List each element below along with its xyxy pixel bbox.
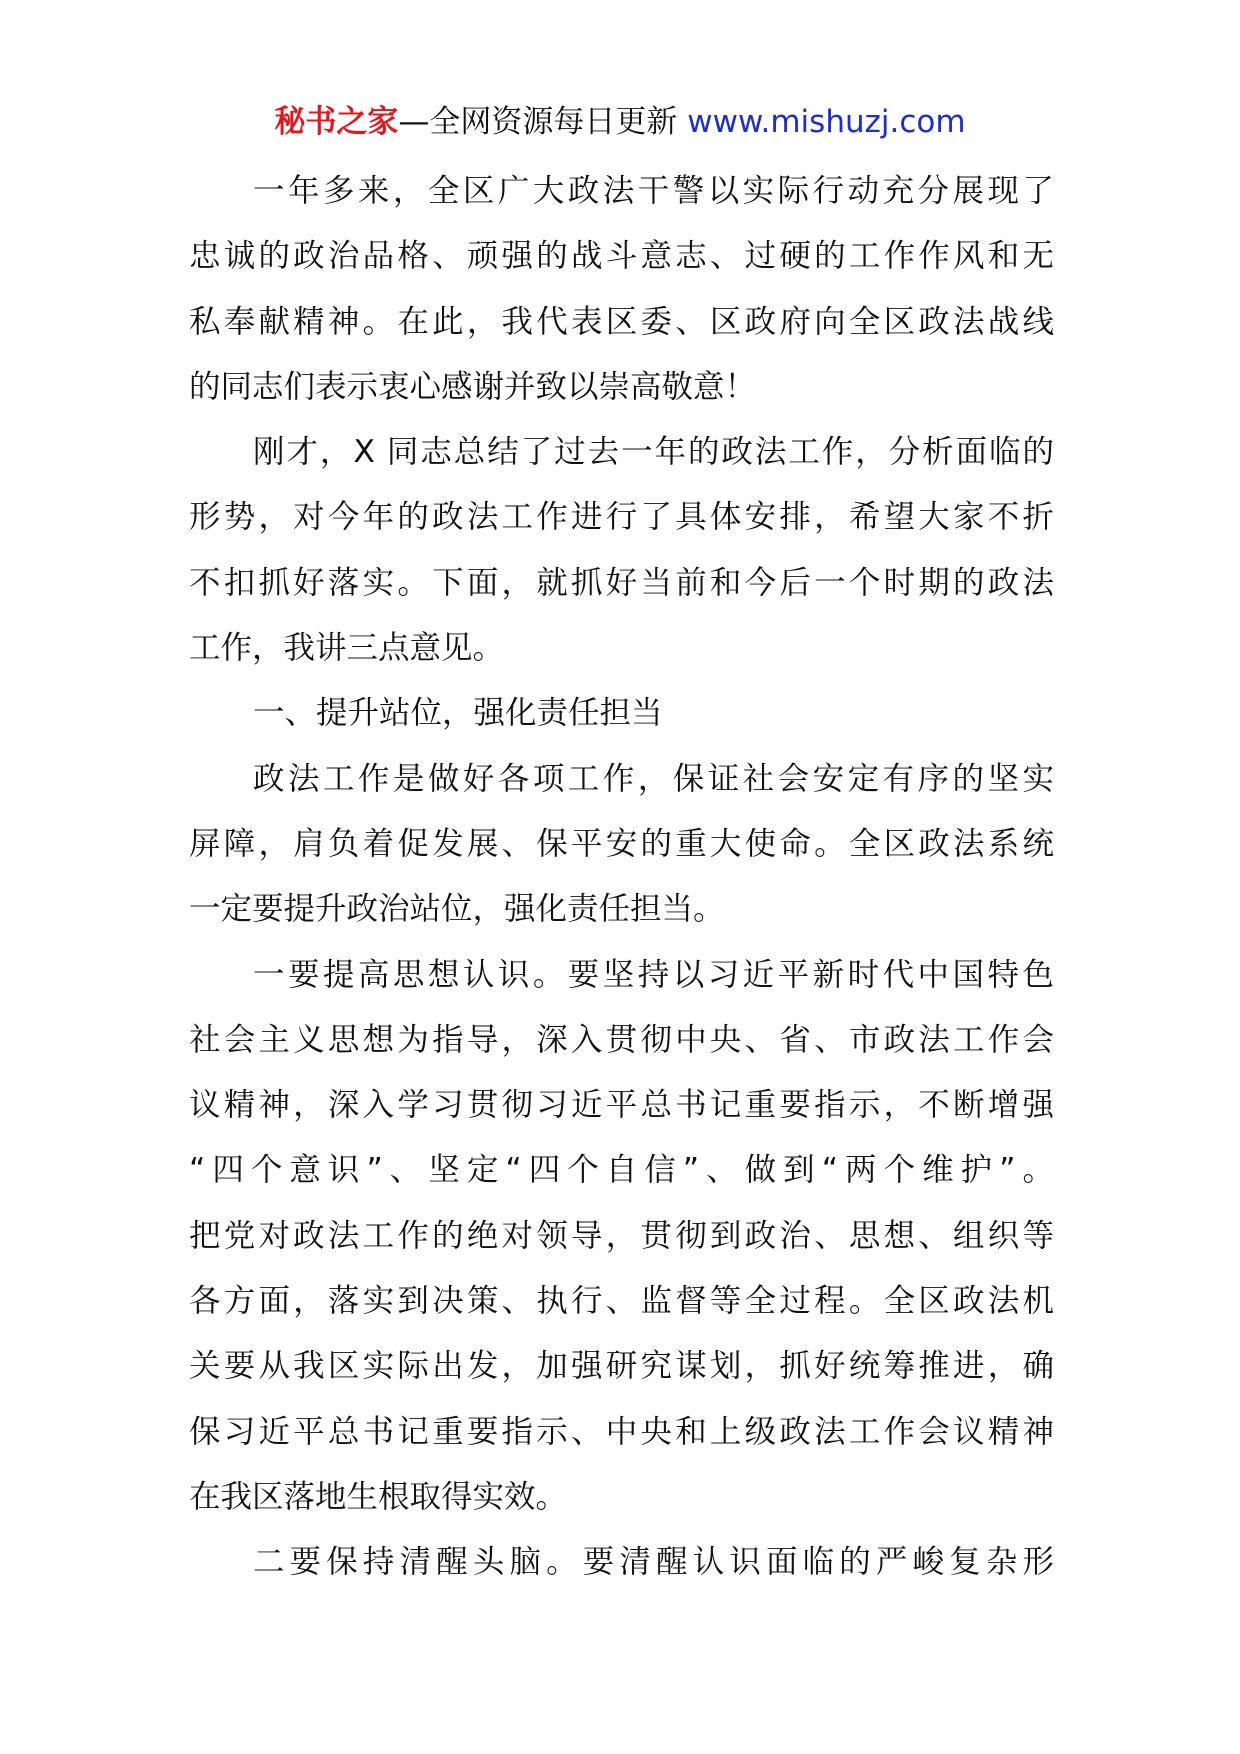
text-line: 形势，对今年的政法工作进行了具体安排，希望大家不折: [189, 499, 1054, 536]
text-line: 议精神，深入学习贯彻习近平总书记重要指示，不断增强: [189, 1087, 1054, 1124]
header-url-link[interactable]: www.mishuzj.com: [687, 104, 966, 140]
text-line: 一年多来，全区广大政法干警以实际行动充分展现了: [253, 173, 1054, 209]
text-line: 一、提升站位，强化责任担当: [253, 695, 663, 732]
document-body: [189, 159, 1054, 1596]
text-line: 关要从我区实际出发，加强研究谋划，抓好统筹推进，确: [189, 1348, 1054, 1385]
text-line: “四个意识”、坚定“四个自信”、做到“两个维护”。: [189, 1152, 1054, 1189]
page-header: [0, 100, 1240, 144]
text-line: 保习近平总书记重要指示、中央和上级政法工作会议精神: [189, 1413, 1054, 1450]
text-line: 一要提高思想认识。要坚持以习近平新时代中国特色: [253, 956, 1054, 993]
header-tagline: —全网资源每日更新: [398, 104, 678, 140]
text-line: 二要保持清醒头脑。要清醒认识面临的严峻复杂形: [253, 1544, 1054, 1581]
text-line: 各方面，落实到决策、执行、监督等全过程。全区政法机: [189, 1283, 1054, 1320]
text-line: 社会主义思想为指导，深入贯彻中央、省、市政法工作会: [189, 1021, 1054, 1058]
text-line: 不扣抓好落实。下面，就抓好当前和今后一个时期的政法: [189, 564, 1054, 601]
text-line: 一定要提升政治站位，强化责任担当。: [189, 891, 725, 928]
text-line: 把党对政法工作的绝对领导，贯彻到政治、思想、组织等: [189, 1217, 1054, 1254]
text-line: 忠诚的政治品格、顽强的战斗意志、过硬的工作作风和无: [189, 238, 1054, 275]
text-line: 政法工作是做好各项工作，保证社会安定有序的坚实: [253, 760, 1054, 797]
text-line: 在我区落地生根取得实效。: [189, 1478, 568, 1515]
text-line: 的同志们表示衷心感谢并致以崇高敬意！: [189, 368, 757, 405]
text-line: 私奉献精神。在此，我代表区委、区政府向全区政法战线: [189, 303, 1054, 340]
text-line: 工作，我讲三点意见。: [189, 630, 505, 667]
brand-name: 秘书之家: [274, 104, 399, 140]
text-line: 屏障，肩负着促发展、保平安的重大使命。全区政法系统: [189, 825, 1054, 862]
text-line: 刚才，X 同志总结了过去一年的政法工作，分析面临的: [253, 434, 1054, 471]
